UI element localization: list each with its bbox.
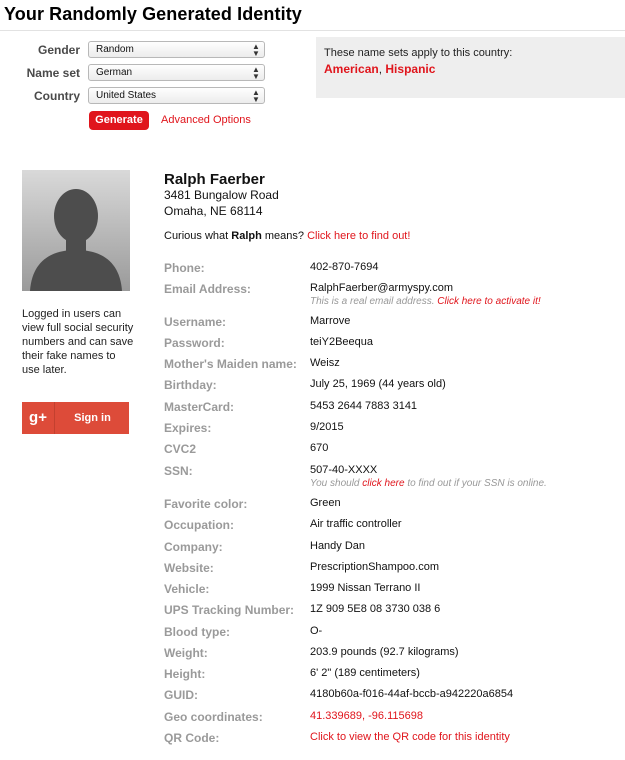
field-label: Height: — [164, 667, 206, 681]
gender-row — [0, 41, 270, 61]
nameset-label: Name set — [26, 66, 80, 80]
field-company — [164, 540, 625, 556]
field-label: Website: — [164, 561, 214, 575]
country-row — [0, 87, 270, 107]
field-label: Occupation: — [164, 518, 235, 532]
field-mastercard — [164, 400, 625, 416]
field-occupation — [164, 518, 625, 534]
page-title: Your Randomly Generated Identity — [4, 4, 302, 24]
geo-coordinates-link[interactable]: 41.339689, -96.115698 — [310, 710, 423, 722]
field-label: Weight: — [164, 646, 208, 660]
signin-label: Sign in — [74, 412, 111, 424]
field-value: O- — [310, 625, 323, 637]
field-label: Expires: — [164, 421, 212, 435]
field-value: 1999 Nissan Terrano II — [310, 582, 421, 594]
field-label: Vehicle: — [164, 582, 210, 596]
field-label: MasterCard: — [164, 400, 235, 414]
field-label: Email Address: — [164, 282, 251, 296]
country-label: Country — [34, 89, 80, 103]
field-value: Green — [310, 497, 341, 509]
field-favorite-color — [164, 497, 625, 513]
field-value: 1Z 909 5E8 08 3730 038 6 — [310, 603, 441, 615]
field-value: PrescriptionShampoo.com — [310, 561, 440, 573]
field-expires — [164, 421, 625, 437]
gender-select[interactable] — [88, 41, 265, 58]
gender-label: Gender — [37, 43, 80, 57]
google-plus-icon: g+ — [22, 402, 55, 434]
title-bar — [0, 0, 625, 31]
nameset-select-value: German — [96, 67, 133, 78]
name-meaning-line — [164, 230, 410, 242]
field-website — [164, 561, 625, 577]
field-label: Favorite color: — [164, 497, 248, 511]
field-value: Marrove — [310, 315, 351, 327]
nameset-row — [0, 64, 270, 84]
field-blood-type — [164, 625, 625, 641]
nameset-separator: , — [378, 62, 383, 76]
select-arrows-icon: ▲ ▼ — [252, 88, 260, 104]
field-password — [164, 336, 625, 352]
field-ups-tracking — [164, 603, 625, 619]
field-value: Air traffic controller — [310, 518, 402, 530]
ssn-note — [310, 478, 547, 489]
field-value: July 25, 1969 (44 years old) — [310, 378, 446, 390]
field-guid — [164, 688, 625, 704]
field-qr-code — [164, 731, 625, 747]
field-label: UPS Tracking Number: — [164, 603, 295, 617]
field-label: Company: — [164, 540, 223, 554]
namesets-text: These name sets apply to this country: — [324, 47, 513, 59]
ssn-note-post: to find out if your SSN is online. — [407, 478, 547, 489]
field-cvc2 — [164, 442, 625, 458]
name-meaning-link[interactable]: Click here to find out! — [307, 230, 411, 242]
field-value: Handy Dan — [310, 540, 366, 552]
field-label: Password: — [164, 336, 225, 350]
advanced-options-link[interactable]: Advanced Options — [161, 114, 251, 126]
field-value: 203.9 pounds (92.7 kilograms) — [310, 646, 459, 658]
field-value: 507-40-XXXX — [310, 464, 378, 476]
nameset-link-american[interactable]: American — [324, 62, 379, 76]
nameset-link-hispanic[interactable]: Hispanic — [385, 62, 436, 76]
ssn-note-pre: You should — [310, 478, 360, 489]
namesets-links — [324, 62, 625, 76]
field-value: 4180b60a-f016-44af-bccb-a942220a6854 — [310, 688, 514, 700]
field-value: 5453 2644 7883 3141 — [310, 400, 418, 412]
field-value: RalphFaerber@armyspy.com — [310, 282, 454, 294]
field-value: 402-870-7694 — [310, 261, 379, 273]
identity-city: Omaha, NE 68114 — [164, 204, 263, 218]
field-label: Mother's Maiden name: — [164, 357, 297, 371]
ssn-check-link[interactable]: click here — [362, 478, 405, 489]
select-arrows-icon: ▲ ▼ — [252, 42, 260, 58]
google-signin-button[interactable] — [22, 402, 129, 434]
field-label: Geo coordinates: — [164, 710, 263, 724]
field-value: 6' 2" (189 centimeters) — [310, 667, 420, 679]
avatar-silhouette-icon — [22, 170, 130, 291]
email-note — [310, 296, 541, 307]
field-value: Weisz — [310, 357, 340, 369]
curious-prefix: Curious what — [164, 230, 229, 242]
field-maiden-name — [164, 357, 625, 373]
namesets-panel — [316, 37, 625, 98]
qr-code-link[interactable]: Click to view the QR code for this identity — [310, 731, 510, 743]
field-label: Birthday: — [164, 378, 217, 392]
select-arrows-icon: ▲ ▼ — [252, 65, 260, 81]
field-label: Username: — [164, 315, 227, 329]
login-note: Logged in users can view full social security numbers and can save their fake names to use later. — [22, 308, 134, 376]
field-geo-coordinates — [164, 710, 625, 726]
field-birthday — [164, 378, 625, 394]
curious-name: Ralph — [231, 230, 262, 242]
generate-button[interactable]: Generate — [89, 111, 149, 130]
identity-street: 3481 Bungalow Road — [164, 188, 279, 202]
field-label: QR Code: — [164, 731, 220, 745]
field-value: 9/2015 — [310, 421, 344, 433]
field-label: CVC2 — [164, 442, 197, 456]
field-value: 670 — [310, 442, 329, 454]
nameset-select[interactable] — [88, 64, 265, 81]
field-label: GUID: — [164, 688, 198, 702]
field-phone — [164, 261, 625, 277]
email-note-text: This is a real email address. — [310, 296, 435, 307]
field-username — [164, 315, 625, 331]
field-height — [164, 667, 625, 683]
country-select[interactable] — [88, 87, 265, 104]
activate-email-link[interactable]: Click here to activate it! — [437, 296, 541, 307]
country-select-value: United States — [96, 90, 157, 101]
identity-name: Ralph Faerber — [164, 171, 265, 188]
gender-select-value: Random — [96, 44, 134, 55]
avatar — [22, 170, 130, 291]
field-value: teiY2Beequa — [310, 336, 373, 348]
curious-mid: means? — [264, 230, 305, 242]
field-label: SSN: — [164, 464, 193, 478]
field-vehicle — [164, 582, 625, 598]
field-label: Blood type: — [164, 625, 230, 639]
field-label: Phone: — [164, 261, 205, 275]
field-weight — [164, 646, 625, 662]
